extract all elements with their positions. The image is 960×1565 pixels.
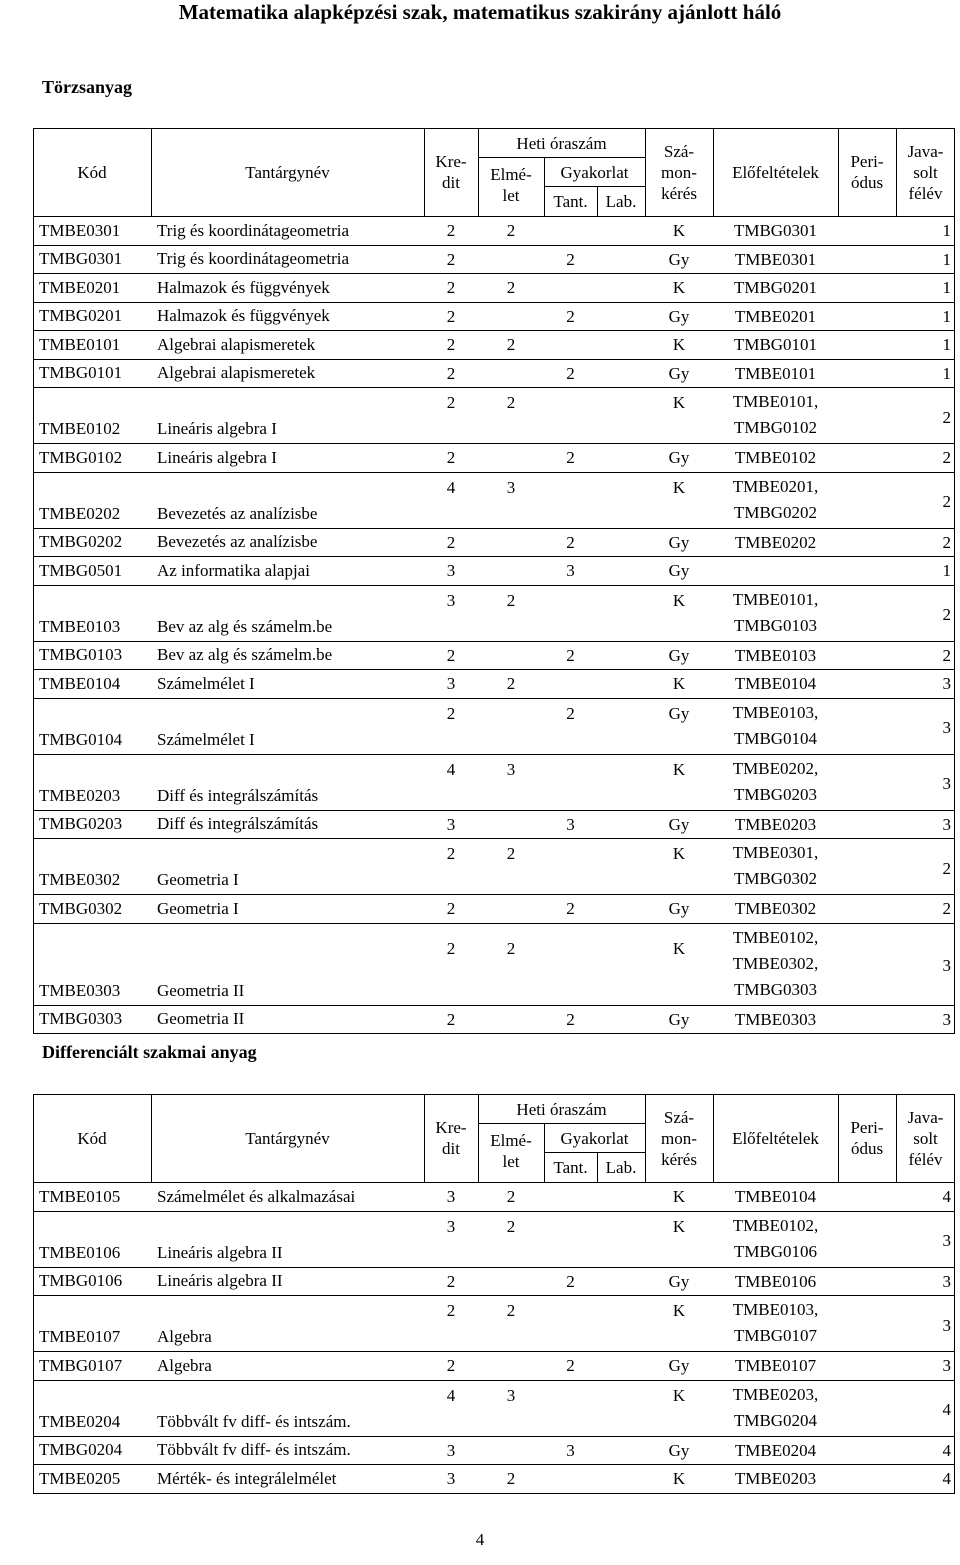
header-javasolt-line: solt bbox=[913, 163, 938, 182]
lecture-hours: 2 bbox=[506, 1216, 516, 1236]
header-kod: Kód bbox=[77, 1129, 107, 1148]
course-code: TMBE0303 bbox=[39, 980, 121, 1000]
recommended-semester: 2 bbox=[942, 492, 951, 511]
credit: 2 bbox=[446, 1301, 456, 1320]
header-periodus-line: ódus bbox=[850, 1139, 884, 1158]
credit: 2 bbox=[446, 1009, 456, 1029]
header-javasolt-line: Java- bbox=[907, 142, 944, 161]
assessment-type: K bbox=[672, 844, 686, 863]
recommended-semester: 2 bbox=[942, 448, 951, 467]
course-name: Többvált fv diff- és intszám. bbox=[157, 1440, 351, 1459]
course-name: Trig és koordinátageometria bbox=[157, 249, 349, 268]
assessment-type: K bbox=[672, 1385, 686, 1405]
course-name: Lineáris algebra II bbox=[157, 1242, 283, 1262]
assessment-type: Gy bbox=[668, 645, 690, 665]
course-name: Algebra bbox=[157, 1327, 212, 1346]
header-szamonkeres-line: mon- bbox=[661, 163, 697, 182]
header-gyakorlat: Gyakorlat bbox=[560, 1129, 629, 1148]
header-heti-oraszam: Heti óraszám bbox=[516, 1100, 607, 1119]
credit: 3 bbox=[446, 674, 456, 693]
assessment-type: Gy bbox=[668, 532, 690, 552]
prerequisite: TMBE0101, bbox=[732, 589, 819, 609]
recommended-semester: 2 bbox=[942, 899, 951, 918]
course-name: Lineáris algebra II bbox=[157, 1271, 283, 1290]
prerequisite: TMBE0101 bbox=[734, 363, 817, 383]
course-code: TMBG0302 bbox=[39, 898, 123, 918]
recommended-semester: 3 bbox=[942, 674, 951, 693]
course-code: TMBG0301 bbox=[39, 249, 123, 268]
prerequisite: TMBE0301, bbox=[732, 843, 819, 862]
header-tant: Tant. bbox=[553, 1158, 588, 1177]
assessment-type: Gy bbox=[668, 306, 690, 326]
lecture-hours: 3 bbox=[506, 759, 516, 779]
prerequisite: TMBE0201 bbox=[734, 306, 817, 326]
header-javasolt-line: félév bbox=[908, 1150, 943, 1169]
course-code: TMBG0501 bbox=[39, 560, 123, 580]
course-code: TMBE0203 bbox=[39, 785, 121, 805]
lecture-hours: 2 bbox=[506, 1301, 516, 1320]
lecture-hours: 2 bbox=[506, 1187, 516, 1206]
header-elmelet-line: Elmé- bbox=[490, 1131, 532, 1150]
assessment-type: K bbox=[672, 759, 686, 779]
practice-hours: 2 bbox=[566, 249, 575, 269]
course-name: Diff és integrálszámítás bbox=[157, 814, 319, 833]
course-code: TMBE0107 bbox=[39, 1327, 121, 1346]
recommended-semester: 2 bbox=[942, 645, 951, 665]
recommended-semester: 3 bbox=[942, 1356, 951, 1375]
prerequisite: TMBG0107 bbox=[733, 1326, 818, 1345]
assessment-type: K bbox=[672, 477, 686, 497]
course-code: TMBE0101 bbox=[39, 334, 121, 354]
practice-hours: 2 bbox=[566, 1356, 575, 1375]
header-elofeltetelek: Előfeltételek bbox=[732, 163, 819, 182]
section-title-torzsanyag: Törzsanyag bbox=[42, 77, 132, 97]
prerequisite: TMBE0302, bbox=[732, 953, 819, 973]
credit: 2 bbox=[446, 1356, 456, 1375]
prerequisite: TMBG0301 bbox=[733, 221, 818, 240]
course-name: Bevezetés az analízisbe bbox=[157, 532, 318, 551]
credit: 2 bbox=[446, 844, 456, 863]
header-lab: Lab. bbox=[605, 1158, 637, 1177]
prerequisite: TMBG0102 bbox=[733, 418, 818, 437]
course-name: Bev az alg és számelm.be bbox=[157, 645, 333, 664]
credit: 3 bbox=[446, 590, 456, 610]
credit: 3 bbox=[446, 1469, 456, 1488]
lecture-hours: 2 bbox=[506, 393, 516, 412]
lecture-hours: 2 bbox=[506, 844, 516, 863]
course-name: Lineáris algebra I bbox=[157, 419, 277, 438]
recommended-semester: 3 bbox=[942, 956, 951, 975]
prerequisite: TMBE0203, bbox=[732, 1384, 819, 1404]
prerequisite: TMBE0102, bbox=[732, 927, 819, 947]
credit: 4 bbox=[446, 759, 456, 779]
table-border bbox=[33, 128, 955, 1034]
credit: 2 bbox=[446, 221, 456, 240]
course-name: Geometria I bbox=[157, 898, 239, 918]
credit: 2 bbox=[446, 938, 456, 958]
credit: 2 bbox=[446, 335, 456, 354]
course-name: Többvált fv diff- és intszám. bbox=[157, 1411, 351, 1431]
course-name: Számelmélet és alkalmazásai bbox=[157, 1186, 356, 1206]
course-code: TMBE0106 bbox=[39, 1242, 121, 1262]
practice-hours: 3 bbox=[566, 1440, 575, 1460]
header-periodus-line: ódus bbox=[850, 173, 884, 192]
header-gyakorlat: Gyakorlat bbox=[560, 163, 629, 182]
prerequisite: TMBE0103, bbox=[732, 702, 819, 722]
course-name: Geometria II bbox=[157, 1009, 245, 1028]
prerequisite: TMBG0201 bbox=[733, 278, 818, 297]
course-name: Bevezetés az analízisbe bbox=[157, 503, 318, 523]
recommended-semester: 3 bbox=[942, 718, 951, 737]
recommended-semester: 2 bbox=[942, 407, 951, 427]
assessment-type: Gy bbox=[668, 899, 690, 918]
course-name: Számelmélet I bbox=[157, 673, 255, 693]
lecture-hours: 3 bbox=[506, 477, 516, 497]
course-code: TMBG0107 bbox=[39, 1355, 123, 1375]
recommended-semester: 3 bbox=[942, 1271, 951, 1291]
course-name: Számelmélet I bbox=[157, 729, 255, 749]
prerequisite: TMBE0203 bbox=[734, 814, 817, 834]
header-tantargynev: Tantárgynév bbox=[245, 1129, 330, 1148]
course-name: Lineáris algebra I bbox=[157, 447, 277, 467]
course-name: Trig és koordinátageometria bbox=[157, 220, 349, 240]
recommended-semester: 1 bbox=[942, 278, 951, 297]
header-elmelet-line: Elmé- bbox=[490, 165, 532, 184]
recommended-semester: 4 bbox=[942, 1400, 951, 1419]
prerequisite: TMBE0301 bbox=[734, 249, 817, 269]
credit: 2 bbox=[446, 448, 456, 467]
assessment-type: K bbox=[672, 938, 686, 958]
prerequisite: TMBE0302 bbox=[734, 899, 817, 918]
recommended-semester: 1 bbox=[942, 249, 951, 269]
course-code: TMBG0201 bbox=[39, 306, 123, 325]
prerequisite: TMBE0103 bbox=[734, 645, 817, 665]
prerequisite: TMBE0103, bbox=[732, 1300, 819, 1319]
lecture-hours: 3 bbox=[506, 1385, 516, 1405]
prerequisite: TMBG0104 bbox=[733, 728, 818, 748]
assessment-type: K bbox=[672, 278, 686, 297]
table-differencialt bbox=[33, 1094, 955, 1494]
prerequisite: TMBE0201, bbox=[732, 476, 819, 496]
credit: 3 bbox=[446, 1440, 456, 1460]
recommended-semester: 3 bbox=[942, 814, 951, 834]
recommended-semester: 4 bbox=[942, 1187, 951, 1206]
credit: 3 bbox=[446, 1216, 456, 1236]
assessment-type: Gy bbox=[668, 249, 690, 269]
prerequisite: TMBE0104 bbox=[734, 1187, 817, 1206]
course-code: TMBG0204 bbox=[39, 1440, 123, 1459]
course-code: TMBG0303 bbox=[39, 1009, 123, 1028]
recommended-semester: 3 bbox=[942, 774, 951, 793]
page-title: Matematika alapképzési szak, matematikus szakirány ajánlott háló bbox=[178, 0, 782, 24]
prerequisite: TMBG0101 bbox=[733, 335, 818, 354]
header-javasolt-line: Java- bbox=[907, 1108, 944, 1127]
header-periodus-line: Peri- bbox=[850, 1118, 884, 1137]
practice-hours: 2 bbox=[566, 306, 575, 326]
prerequisite: TMBE0204 bbox=[734, 1440, 817, 1460]
course-code: TMBE0204 bbox=[39, 1411, 121, 1431]
practice-hours: 2 bbox=[566, 899, 575, 918]
course-code: TMBG0103 bbox=[39, 645, 123, 664]
prerequisite: TMBG0103 bbox=[733, 615, 818, 635]
header-szamonkeres-line: Szá- bbox=[663, 1108, 695, 1127]
course-name: Halmazok és függvények bbox=[157, 306, 330, 325]
header-szamonkeres-line: mon- bbox=[661, 1129, 697, 1148]
recommended-semester: 3 bbox=[942, 1315, 951, 1335]
header-javasolt-line: félév bbox=[908, 184, 943, 203]
recommended-semester: 4 bbox=[942, 1440, 951, 1460]
practice-hours: 2 bbox=[566, 448, 575, 467]
lecture-hours: 2 bbox=[506, 221, 516, 240]
prerequisite: TMBE0106 bbox=[734, 1271, 817, 1291]
assessment-type: K bbox=[672, 335, 686, 354]
practice-hours: 3 bbox=[566, 561, 575, 580]
credit: 2 bbox=[446, 249, 456, 269]
prerequisite: TMBE0107 bbox=[734, 1356, 817, 1375]
course-code: TMBE0205 bbox=[39, 1468, 121, 1488]
assessment-type: K bbox=[672, 1187, 686, 1206]
course-name: Mérték- és integrálelmélet bbox=[157, 1468, 337, 1488]
recommended-semester: 1 bbox=[942, 306, 951, 326]
practice-hours: 2 bbox=[566, 1009, 575, 1029]
header-szamonkeres-line: kérés bbox=[661, 1150, 697, 1169]
credit: 3 bbox=[446, 1187, 456, 1206]
course-name: Geometria II bbox=[157, 980, 245, 1000]
assessment-type: Gy bbox=[668, 1440, 690, 1460]
assessment-type: Gy bbox=[668, 1271, 690, 1291]
practice-hours: 2 bbox=[566, 645, 575, 665]
recommended-semester: 3 bbox=[942, 1231, 951, 1250]
assessment-type: Gy bbox=[668, 448, 690, 467]
header-javasolt-line: solt bbox=[913, 1129, 938, 1148]
course-code: TMBG0106 bbox=[39, 1271, 123, 1290]
header-szamonkeres-line: Szá- bbox=[663, 142, 695, 161]
credit: 2 bbox=[446, 703, 456, 723]
practice-hours: 3 bbox=[566, 814, 575, 834]
course-code: TMBE0104 bbox=[39, 673, 121, 693]
assessment-type: K bbox=[672, 1216, 686, 1236]
practice-hours: 2 bbox=[566, 703, 575, 723]
course-code: TMBE0201 bbox=[39, 277, 121, 297]
recommended-semester: 2 bbox=[942, 858, 951, 878]
practice-hours: 2 bbox=[566, 532, 575, 552]
assessment-type: Gy bbox=[668, 363, 690, 383]
credit: 4 bbox=[446, 1385, 456, 1405]
credit: 2 bbox=[446, 532, 456, 552]
recommended-semester: 4 bbox=[942, 1469, 951, 1488]
header-kod: Kód bbox=[77, 163, 107, 182]
page-number: 4 bbox=[475, 1530, 485, 1549]
assessment-type: Gy bbox=[668, 1009, 690, 1029]
header-szamonkeres-line: kérés bbox=[661, 184, 697, 203]
assessment-type: K bbox=[672, 221, 686, 240]
course-code: TMBE0102 bbox=[39, 419, 121, 438]
practice-hours: 2 bbox=[566, 363, 575, 383]
header-tantargynev: Tantárgynév bbox=[245, 163, 330, 182]
credit: 4 bbox=[446, 477, 456, 497]
prerequisite: TMBG0204 bbox=[733, 1410, 818, 1430]
course-name: Algebrai alapismeretek bbox=[157, 363, 316, 382]
course-code: TMBG0102 bbox=[39, 447, 123, 467]
recommended-semester: 3 bbox=[942, 1009, 951, 1029]
section-title-differencialt: Differenciált szakmai anyag bbox=[42, 1042, 257, 1062]
course-name: Algebra bbox=[157, 1355, 212, 1375]
header-elofeltetelek: Előfeltételek bbox=[732, 1129, 819, 1148]
credit: 2 bbox=[446, 645, 456, 665]
course-code: TMBE0202 bbox=[39, 503, 121, 523]
course-name: Algebrai alapismeretek bbox=[157, 334, 316, 354]
header-kredit-line: dit bbox=[442, 1139, 460, 1158]
recommended-semester: 2 bbox=[942, 532, 951, 552]
header-elmelet-line: let bbox=[502, 1152, 520, 1171]
recommended-semester: 2 bbox=[942, 605, 951, 624]
assessment-type: K bbox=[672, 590, 686, 610]
header-tant: Tant. bbox=[553, 192, 588, 211]
prerequisite: TMBE0101, bbox=[732, 392, 819, 411]
assessment-type: Gy bbox=[668, 1356, 690, 1375]
course-code: TMBG0101 bbox=[39, 363, 123, 382]
header-lab: Lab. bbox=[605, 192, 637, 211]
credit: 2 bbox=[446, 393, 456, 412]
prerequisite: TMBE0102, bbox=[732, 1215, 819, 1235]
credit: 3 bbox=[446, 814, 456, 834]
credit: 2 bbox=[446, 363, 456, 383]
credit: 2 bbox=[446, 1271, 456, 1291]
assessment-type: Gy bbox=[668, 814, 690, 834]
recommended-semester: 1 bbox=[942, 363, 951, 383]
credit: 2 bbox=[446, 899, 456, 918]
table-torzsanyag bbox=[33, 128, 955, 1034]
assessment-type: Gy bbox=[668, 703, 690, 723]
lecture-hours: 2 bbox=[506, 278, 516, 297]
course-code: TMBG0203 bbox=[39, 814, 123, 833]
prerequisite: TMBG0303 bbox=[733, 979, 818, 999]
course-name: Az informatika alapjai bbox=[157, 560, 310, 580]
header-heti-oraszam: Heti óraszám bbox=[516, 134, 607, 153]
course-name: Bev az alg és számelm.be bbox=[157, 616, 333, 636]
assessment-type: K bbox=[672, 1301, 686, 1320]
prerequisite: TMBG0302 bbox=[733, 869, 818, 888]
prerequisite: TMBE0102 bbox=[734, 448, 817, 467]
assessment-type: Gy bbox=[668, 561, 690, 580]
lecture-hours: 2 bbox=[506, 590, 516, 610]
practice-hours: 2 bbox=[566, 1271, 575, 1291]
header-kredit-line: dit bbox=[442, 173, 460, 192]
credit: 3 bbox=[446, 561, 456, 580]
course-code: TMBG0104 bbox=[39, 729, 123, 749]
lecture-hours: 2 bbox=[506, 938, 516, 958]
credit: 2 bbox=[446, 306, 456, 326]
lecture-hours: 2 bbox=[506, 335, 516, 354]
course-name: Halmazok és függvények bbox=[157, 277, 330, 297]
prerequisite: TMBE0202, bbox=[732, 758, 819, 778]
prerequisite: TMBG0106 bbox=[733, 1241, 818, 1261]
assessment-type: K bbox=[672, 393, 686, 412]
table-border bbox=[33, 1094, 955, 1494]
header-periodus-line: Peri- bbox=[850, 152, 884, 171]
course-code: TMBE0105 bbox=[39, 1186, 121, 1206]
course-name: Diff és integrálszámítás bbox=[157, 785, 319, 805]
prerequisite: TMBE0303 bbox=[734, 1009, 817, 1029]
recommended-semester: 1 bbox=[942, 335, 951, 354]
assessment-type: K bbox=[672, 674, 686, 693]
course-code: TMBE0302 bbox=[39, 870, 121, 889]
lecture-hours: 2 bbox=[506, 674, 516, 693]
header-kredit-line: Kre- bbox=[435, 1118, 467, 1137]
prerequisite: TMBE0203 bbox=[734, 1469, 817, 1488]
prerequisite: TMBG0202 bbox=[733, 502, 818, 522]
recommended-semester: 1 bbox=[942, 561, 951, 580]
prerequisite: TMBE0104 bbox=[734, 674, 817, 693]
lecture-hours: 2 bbox=[506, 1469, 516, 1488]
course-code: TMBE0103 bbox=[39, 616, 121, 636]
prerequisite: TMBE0202 bbox=[734, 532, 817, 552]
assessment-type: K bbox=[672, 1469, 686, 1488]
course-name: Geometria I bbox=[157, 870, 239, 889]
course-code: TMBG0202 bbox=[39, 532, 123, 551]
credit: 2 bbox=[446, 278, 456, 297]
header-kredit-line: Kre- bbox=[435, 152, 467, 171]
course-code: TMBE0301 bbox=[39, 220, 121, 240]
header-elmelet-line: let bbox=[502, 186, 520, 205]
prerequisite: TMBG0203 bbox=[733, 784, 818, 804]
recommended-semester: 1 bbox=[942, 221, 951, 240]
